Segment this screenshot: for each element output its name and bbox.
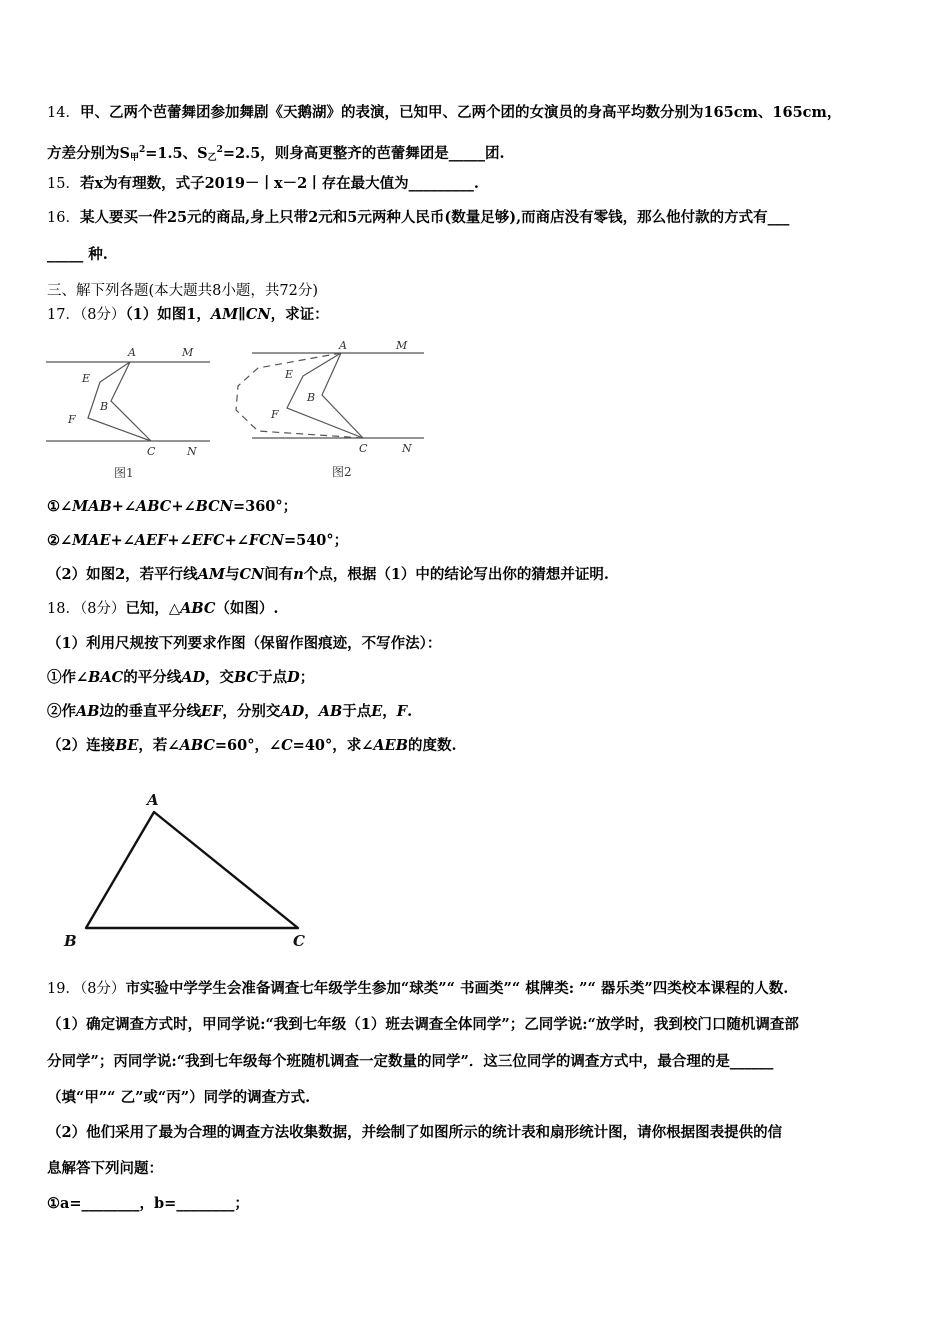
q17-intro-text: （1）如图1， <box>125 306 211 323</box>
q18-intro-abc: ABC <box>180 600 216 617</box>
section-3-title: 三、解下列各题(本大题共8小题，共72分) <box>47 283 318 299</box>
fig1-label-c: C <box>147 445 156 458</box>
q19-score: （8分） <box>79 981 126 997</box>
fig1-caption: 图1 <box>114 466 134 480</box>
q17-intro-end: ，求证： <box>270 306 329 323</box>
q17-intro-math: AM∥CN <box>210 306 271 323</box>
q18-part-2-aeb: AEB <box>373 737 408 754</box>
fig1-label-a: A <box>128 346 136 359</box>
q17-part-2-cn: CN <box>239 566 265 583</box>
q17-item-2-math: ∠MAE+∠AEF+∠EFC+∠FCN <box>60 532 284 549</box>
q16-line-2 <box>47 246 108 264</box>
q19-line-6: 息解答下列问题： <box>47 1160 163 1177</box>
q18-part-2-abc: ABC <box>179 737 215 754</box>
fig2-label-b: B <box>307 391 316 404</box>
q17-part-2-b: 与 <box>225 566 240 583</box>
q18-step-2-b: 边的垂直平分线 <box>99 703 202 720</box>
triangle-label-a: A <box>147 791 159 809</box>
q18-part-2-be: BE <box>115 737 139 754</box>
q19-line-7: ①a=________，b=________； <box>47 1195 249 1212</box>
fig2-label-m: M <box>396 339 408 352</box>
q17-figure-1 <box>44 342 216 484</box>
fig1-label-n: N <box>187 445 197 458</box>
fig1-label-b: B <box>100 400 109 413</box>
q18-step-2-f: ， <box>382 703 397 720</box>
q14-text-1: 甲、乙两个芭蕾舞团参加舞剧《天鹅湖》的表演，已知甲、乙两个团的女演员的身高平均数分别为165cm、165cm， <box>79 104 842 121</box>
q18-part-2-b: ，若∠ <box>138 737 180 754</box>
q16-line-1 <box>47 209 789 227</box>
q18-step-1-bac: BAC <box>88 669 124 686</box>
q18-step-1-b: 的平分线 <box>123 669 182 686</box>
q18-step-1 <box>47 669 314 687</box>
q17-item-1-math: ∠MAB+∠ABC+∠BCN <box>60 498 233 515</box>
q18-step-1-point-d: D <box>287 669 300 686</box>
q17-part-2-c: 间有 <box>264 566 294 583</box>
q17-intro <box>47 306 329 324</box>
q14-line-1 <box>47 104 841 122</box>
q18-step-2-d: ， <box>304 703 319 720</box>
q17-score: （8分） <box>79 307 126 323</box>
fig1-label-e: E <box>82 372 91 385</box>
q17-item-1 <box>47 498 297 516</box>
fig1-polyline-aebfc <box>88 362 151 441</box>
q18-intro <box>47 600 278 618</box>
q14-sub-yi: 乙 <box>207 153 217 163</box>
q18-step-2-c: ，分别交 <box>222 703 281 720</box>
q18-step-2-point-f: F <box>396 703 408 720</box>
q17-part-2-am: AM <box>197 566 225 583</box>
q18-part-2-e: 的度数. <box>407 737 457 754</box>
fig2-label-n: N <box>402 442 412 455</box>
q18-intro-b: （如图）. <box>215 600 279 617</box>
q17-part-2-a: （2）如图2，若平行线 <box>47 566 198 583</box>
q18-step-2-g: . <box>407 703 413 720</box>
q17-part-2 <box>47 566 609 584</box>
q19-line-5: （2）他们采用了最为合理的调查方法收集数据，并绘制了如图所示的统计表和扇形统计图，请你根据图表提供的信 <box>47 1124 783 1141</box>
q16-number: 16． <box>47 210 80 226</box>
q18-part-2 <box>47 737 457 755</box>
q18-step-2-point-e: E <box>371 703 383 720</box>
q17-number: 17． <box>47 307 80 323</box>
triangle-label-c: C <box>293 932 305 950</box>
q18-step-1-bc: BC <box>234 669 259 686</box>
q14-line-2 <box>47 141 505 167</box>
fig2-dashed-path <box>236 353 363 438</box>
q18-part-2-angle-c: C <box>281 737 293 754</box>
q19-line-3: 分同学”；丙同学说:“我到七年级每个班随机调查一定数量的同学”．这三位同学的调查方式中，最合理的是______ <box>47 1053 774 1070</box>
q14-variance-value-1: =1.5、S <box>145 145 208 162</box>
q14-variance-label: 方差分别为S <box>47 145 130 162</box>
q14-variance-value-2: =2.5，则身高更整齐的芭蕾舞团是_____团. <box>222 145 505 162</box>
q18-number: 18． <box>47 601 80 617</box>
q17-figure-2 <box>228 334 428 484</box>
fig2-label-c: C <box>359 442 368 455</box>
q18-part-2-a: （2）连接 <box>47 737 116 754</box>
q15-text: 若x为有理数，式子2019－丨x－2丨存在最大值为_________. <box>79 175 479 192</box>
q18-step-1-e: ； <box>299 669 315 686</box>
q18-part-1: （1）利用尺规按下列要求作图（保留作图痕迹，不写作法）： <box>47 635 442 652</box>
q18-step-1-d: 于点 <box>258 669 288 686</box>
q19-number: 19． <box>47 981 80 997</box>
q17-part-2-d: 个点，根据（1）中的结论写出你的猜想并证明. <box>303 566 609 583</box>
fig2-label-a: A <box>339 339 347 352</box>
q18-step-2-a: ②作 <box>47 703 76 720</box>
q14-sup-1: 2 <box>139 145 146 155</box>
q17-item-2-end: =540°； <box>283 532 349 549</box>
triangle-abc <box>86 812 298 928</box>
fig2-label-e: E <box>285 368 294 381</box>
q15-line <box>47 175 479 193</box>
q19-line-1 <box>47 980 788 998</box>
q18-score: （8分） <box>79 601 126 617</box>
fig1-label-m: M <box>182 346 194 359</box>
q18-step-1-ad: AD <box>181 669 206 686</box>
q19-line-2: （1）确定调查方式时，甲同学说:“我到七年级（1）班去调查全体同学”；乙同学说:“放学时，我到校门口随机调查部 <box>47 1016 799 1033</box>
q18-step-2-ad: AD <box>280 703 305 720</box>
q18-step-2 <box>47 703 412 721</box>
q17-item-1-end: =360°； <box>232 498 298 515</box>
q14-number: 14． <box>47 105 80 121</box>
q18-part-2-d: =40°，求∠ <box>292 737 374 754</box>
q19-text-1: 市实验中学学生会准备调查七年级学生参加“球类”“ 书画类”“ 棋牌类: ”“ 器乐类”四类校本课程的人数. <box>125 980 789 997</box>
q14-sub-jia: 甲 <box>129 153 139 163</box>
q18-part-2-c: =60°，∠ <box>214 737 282 754</box>
q18-step-2-ef: EF <box>201 703 223 720</box>
fig2-label-f: F <box>271 408 279 421</box>
triangle-label-b: B <box>64 932 77 950</box>
q16-text-1: 某人要买一件25元的商品,身上只带2元和5元两种人民币(数量足够),而商店没有零钱，那么他付款的方式有___ <box>79 209 790 226</box>
q18-step-1-a: ①作∠ <box>47 669 89 686</box>
q18-step-2-ab: AB <box>76 703 100 720</box>
q18-triangle-figure <box>60 786 320 956</box>
q15-number: 15． <box>47 176 80 192</box>
q17-item-2 <box>47 532 348 550</box>
fig1-label-f: F <box>68 413 76 426</box>
q17-part-2-n: n <box>293 566 304 583</box>
q14-sup-2: 2 <box>216 145 223 155</box>
q17-item-1-mark: ① <box>47 498 60 515</box>
q18-intro-a: 已知，△ <box>125 600 181 617</box>
q19-line-4: （填“甲”“ 乙”或“丙”）同学的调查方式. <box>47 1089 311 1106</box>
q18-step-2-e: 于点 <box>342 703 372 720</box>
q18-step-1-c: ，交 <box>205 669 235 686</box>
fig2-caption: 图2 <box>332 465 352 479</box>
q16-text-2: _____ 种. <box>47 246 108 263</box>
q18-step-2-ab2: AB <box>318 703 343 720</box>
fig2-polyline-abc <box>322 353 363 438</box>
q17-item-2-mark: ② <box>47 532 60 549</box>
